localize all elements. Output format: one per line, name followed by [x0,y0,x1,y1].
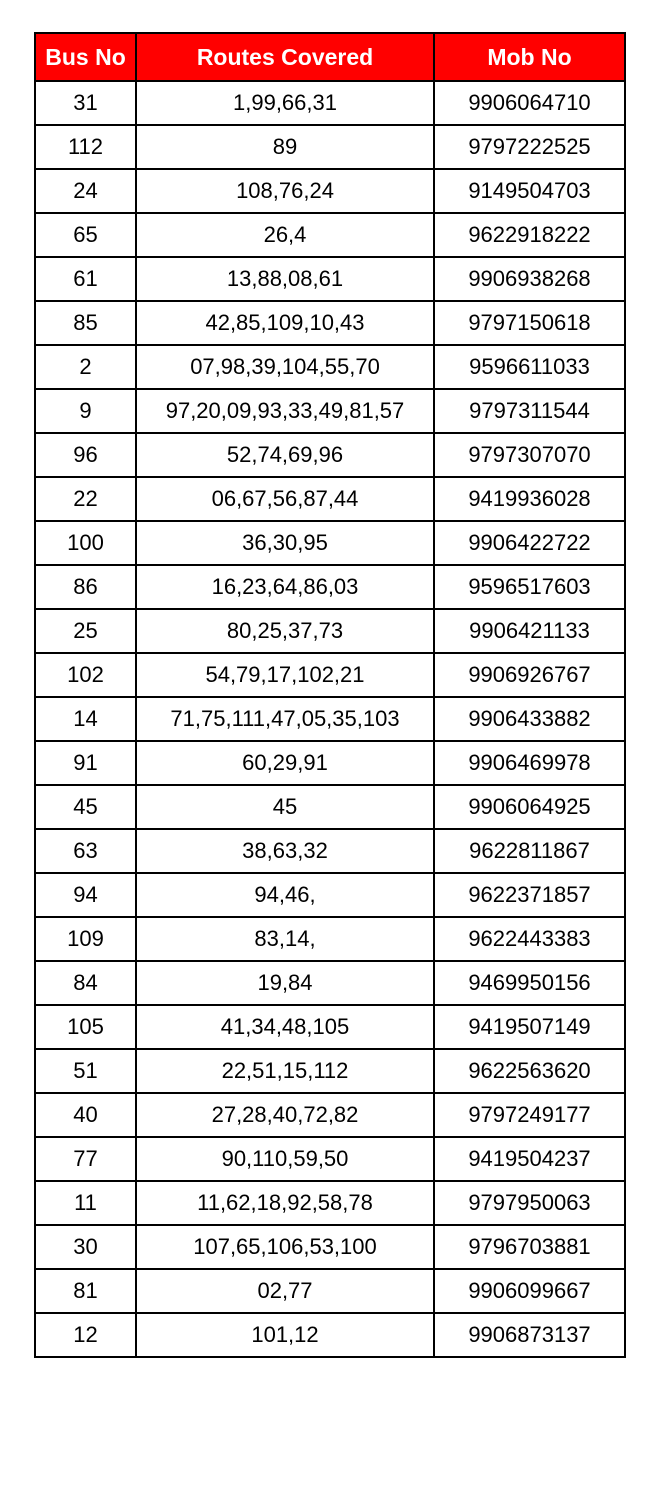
header-row [35,33,625,81]
cell-mob-no: 9797222525 [434,125,625,169]
table-row [35,785,625,829]
cell-routes-covered: 42,85,109,10,43 [136,301,434,345]
cell-mob-no: 9906469978 [434,741,625,785]
cell-mob-no: 9797150618 [434,301,625,345]
cell-bus-no: 100 [35,521,136,565]
cell-routes-covered: 41,34,48,105 [136,1005,434,1049]
cell-bus-no: 45 [35,785,136,829]
cell-mob-no: 9622563620 [434,1049,625,1093]
cell-routes-covered: 06,67,56,87,44 [136,477,434,521]
cell-routes-covered: 16,23,64,86,03 [136,565,434,609]
cell-bus-no: 86 [35,565,136,609]
cell-mob-no: 9469950156 [434,961,625,1005]
cell-routes-covered: 1,99,66,31 [136,81,434,125]
cell-bus-no: 109 [35,917,136,961]
cell-routes-covered: 90,110,59,50 [136,1137,434,1181]
table-row [35,301,625,345]
table-row [35,1313,625,1357]
table-row [35,345,625,389]
table-row [35,389,625,433]
table-row [35,125,625,169]
cell-mob-no: 9419507149 [434,1005,625,1049]
table-row [35,169,625,213]
table-row [35,741,625,785]
cell-bus-no: 9 [35,389,136,433]
cell-bus-no: 65 [35,213,136,257]
cell-mob-no: 9622918222 [434,213,625,257]
table-row [35,1093,625,1137]
header-routes-covered: Routes Covered [136,33,434,81]
table-row [35,521,625,565]
cell-mob-no: 9797249177 [434,1093,625,1137]
cell-bus-no: 2 [35,345,136,389]
cell-mob-no: 9906926767 [434,653,625,697]
cell-routes-covered: 19,84 [136,961,434,1005]
table-row [35,257,625,301]
cell-routes-covered: 71,75,111,47,05,35,103 [136,697,434,741]
cell-routes-covered: 94,46, [136,873,434,917]
cell-mob-no: 9906873137 [434,1313,625,1357]
cell-mob-no: 9797311544 [434,389,625,433]
cell-routes-covered: 60,29,91 [136,741,434,785]
cell-routes-covered: 101,12 [136,1313,434,1357]
cell-routes-covered: 27,28,40,72,82 [136,1093,434,1137]
cell-bus-no: 14 [35,697,136,741]
cell-mob-no: 9906099667 [434,1269,625,1313]
cell-bus-no: 61 [35,257,136,301]
cell-mob-no: 9596517603 [434,565,625,609]
cell-mob-no: 9622371857 [434,873,625,917]
cell-routes-covered: 36,30,95 [136,521,434,565]
cell-bus-no: 63 [35,829,136,873]
cell-bus-no: 11 [35,1181,136,1225]
table-row [35,961,625,1005]
cell-routes-covered: 26,4 [136,213,434,257]
cell-mob-no: 9906064710 [434,81,625,125]
cell-routes-covered: 80,25,37,73 [136,609,434,653]
cell-bus-no: 81 [35,1269,136,1313]
table-row [35,917,625,961]
cell-mob-no: 9906064925 [434,785,625,829]
cell-mob-no: 9797307070 [434,433,625,477]
cell-bus-no: 40 [35,1093,136,1137]
cell-bus-no: 112 [35,125,136,169]
cell-routes-covered: 107,65,106,53,100 [136,1225,434,1269]
cell-routes-covered: 97,20,09,93,33,49,81,57 [136,389,434,433]
table-row [35,433,625,477]
table-row [35,81,625,125]
cell-mob-no: 9622811867 [434,829,625,873]
table-row [35,697,625,741]
cell-bus-no: 25 [35,609,136,653]
cell-mob-no: 9797950063 [434,1181,625,1225]
cell-routes-covered: 11,62,18,92,58,78 [136,1181,434,1225]
table-row [35,1181,625,1225]
cell-routes-covered: 13,88,08,61 [136,257,434,301]
cell-mob-no: 9419936028 [434,477,625,521]
cell-routes-covered: 89 [136,125,434,169]
cell-bus-no: 31 [35,81,136,125]
cell-bus-no: 30 [35,1225,136,1269]
cell-routes-covered: 07,98,39,104,55,70 [136,345,434,389]
cell-routes-covered: 22,51,15,112 [136,1049,434,1093]
table-row [35,477,625,521]
table-row [35,653,625,697]
cell-mob-no: 9796703881 [434,1225,625,1269]
cell-bus-no: 12 [35,1313,136,1357]
cell-routes-covered: 45 [136,785,434,829]
cell-bus-no: 85 [35,301,136,345]
header-bus-no: Bus No [35,33,136,81]
table-row [35,609,625,653]
table-body [35,81,625,1357]
cell-bus-no: 24 [35,169,136,213]
table-row [35,1225,625,1269]
cell-bus-no: 51 [35,1049,136,1093]
table-row [35,829,625,873]
table-row [35,873,625,917]
table-header [35,33,625,81]
cell-bus-no: 105 [35,1005,136,1049]
cell-routes-covered: 02,77 [136,1269,434,1313]
header-mob-no: Mob No [434,33,625,81]
table-row [35,1269,625,1313]
cell-bus-no: 91 [35,741,136,785]
cell-mob-no: 9906421133 [434,609,625,653]
cell-mob-no: 9906938268 [434,257,625,301]
cell-routes-covered: 38,63,32 [136,829,434,873]
cell-mob-no: 9419504237 [434,1137,625,1181]
cell-bus-no: 84 [35,961,136,1005]
cell-mob-no: 9596611033 [434,345,625,389]
bus-routes-table [34,32,626,1358]
table-row [35,565,625,609]
cell-bus-no: 77 [35,1137,136,1181]
cell-mob-no: 9906422722 [434,521,625,565]
cell-bus-no: 22 [35,477,136,521]
cell-bus-no: 96 [35,433,136,477]
table-row [35,1137,625,1181]
cell-mob-no: 9149504703 [434,169,625,213]
cell-mob-no: 9622443383 [434,917,625,961]
cell-routes-covered: 54,79,17,102,21 [136,653,434,697]
table-row [35,213,625,257]
cell-routes-covered: 108,76,24 [136,169,434,213]
cell-bus-no: 94 [35,873,136,917]
cell-routes-covered: 83,14, [136,917,434,961]
cell-bus-no: 102 [35,653,136,697]
table-row [35,1005,625,1049]
table-row [35,1049,625,1093]
cell-mob-no: 9906433882 [434,697,625,741]
cell-routes-covered: 52,74,69,96 [136,433,434,477]
